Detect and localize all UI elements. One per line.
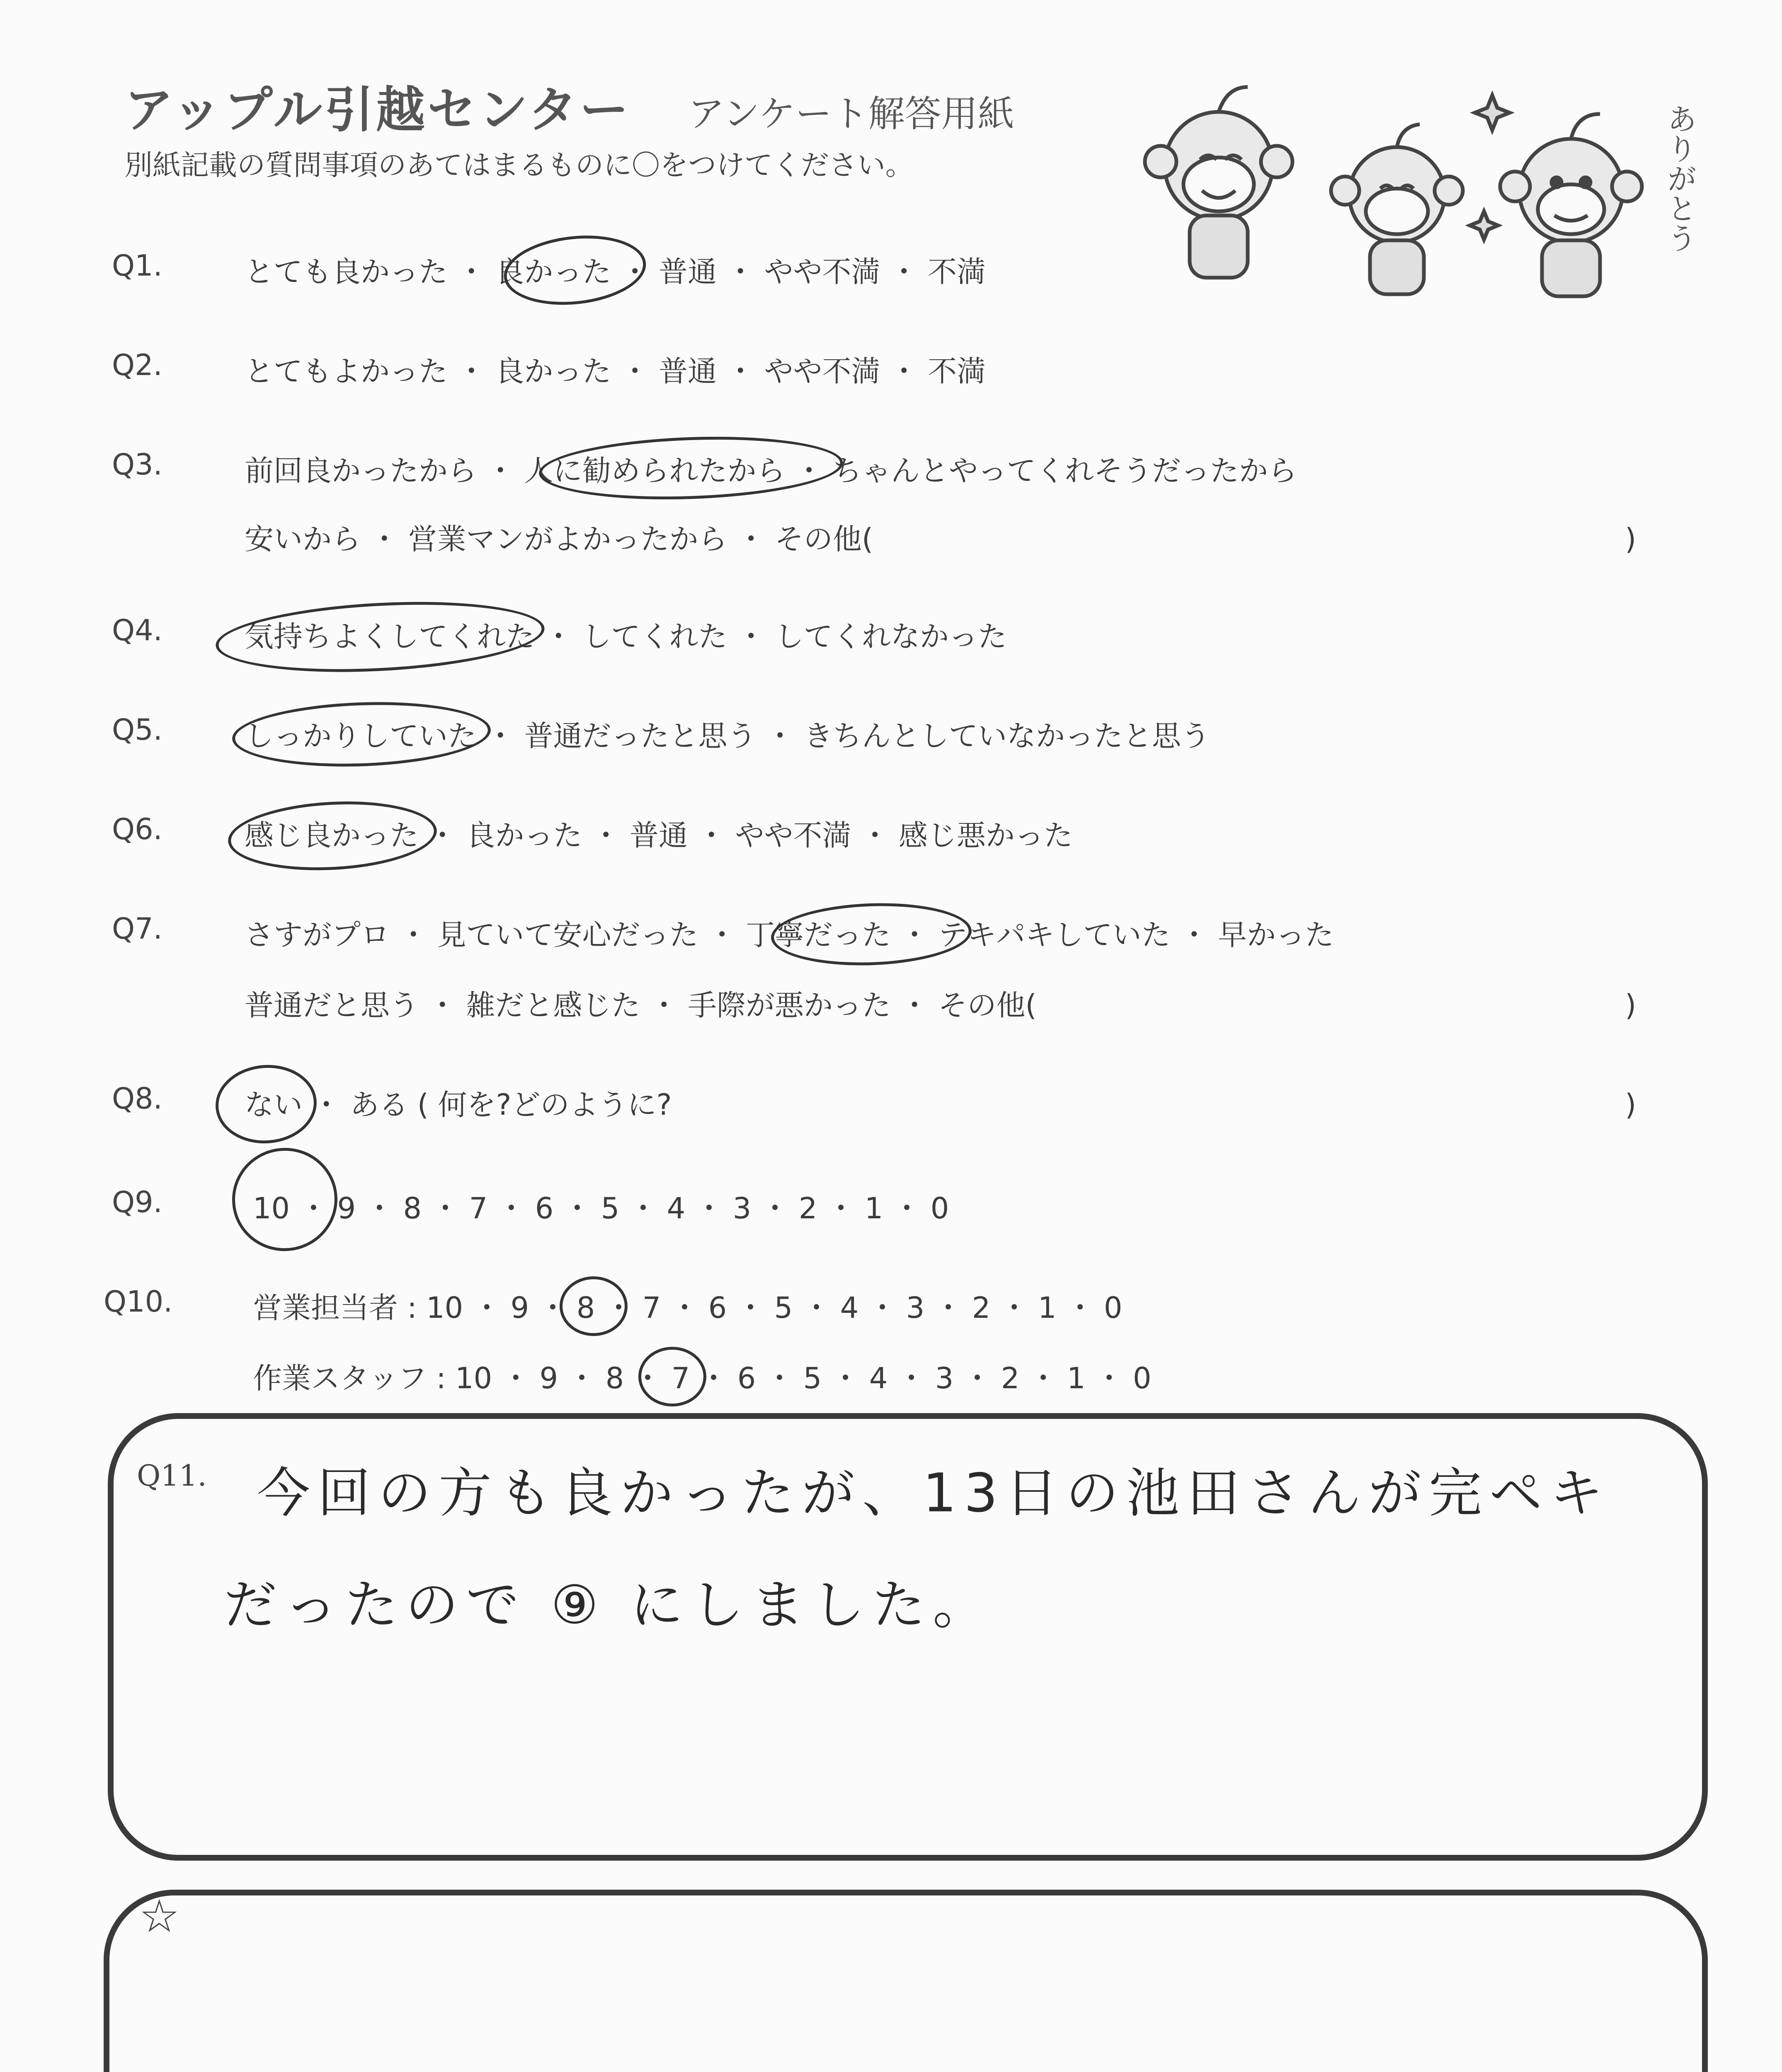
q3-options-line2: 安いから ・ 営業マンがよかったから ・ その他( <box>245 522 873 556</box>
form-title: アップル引越センター <box>124 81 631 138</box>
selection-circle-q8 <box>213 1062 320 1147</box>
selection-circle-q5 <box>231 698 492 771</box>
q1-options: とても良かった ・ 良かった ・ 普通 ・ やや不満 ・ 不満 <box>245 255 986 289</box>
q11-label: Q11. <box>137 1459 207 1493</box>
selection-circle-q10-sales <box>560 1276 628 1336</box>
thanks-text: ありがとう <box>1662 104 1697 253</box>
selection-circle-q1 <box>500 229 649 311</box>
selection-circle-q10-staff <box>638 1347 706 1406</box>
q2-label: Q2. <box>112 348 162 382</box>
q10-staff-options: 作業スタッフ : 10 ・ 9 ・ 8 ・ 7 ・ 6 ・ 5 ・ 4 ・ 3 ・ 2 ・ 1 ・ 0 <box>253 1361 1152 1395</box>
monkey-mascot-illustration <box>1127 70 1708 303</box>
selection-circle-q6 <box>226 796 439 875</box>
form-subtitle: アンケート解答用紙 <box>688 92 1014 135</box>
q5-options: しっかりしていた ・ 普通だったと思う ・ きちんとしていなかったと思う <box>245 719 1210 753</box>
q11-answer-line2: だったので ⑨ にしました。 <box>224 1574 994 1636</box>
selection-circle-q4 <box>214 594 546 679</box>
q9-label: Q9. <box>112 1185 162 1219</box>
q10-sales-options: 営業担当者 : 10 ・ 9 ・ 8 ・ 7 ・ 6 ・ 5 ・ 4 ・ 3 ・ 2 ・ 1 ・ 0 <box>253 1291 1123 1325</box>
q3-close-paren: ) <box>1625 522 1637 556</box>
q6-options: 感じ良かった ・ 良かった ・ 普通 ・ やや不満 ・ 感じ悪かった <box>245 818 1073 852</box>
q3-label: Q3. <box>112 448 162 482</box>
q4-options: 気持ちよくしてくれた ・ してくれた ・ してくれなかった <box>245 620 1007 654</box>
q7-close-paren: ) <box>1625 988 1637 1022</box>
q2-options: とてもよかった ・ 良かった ・ 普通 ・ やや不満 ・ 不満 <box>245 354 986 388</box>
q7-options-line2: 普通だと思う ・ 雑だと感じた ・ 手際が悪かった ・ その他( <box>245 988 1037 1022</box>
selection-circle-q7 <box>770 900 973 969</box>
q3-options-line1: 前回良かったから ・ 人に勧められたから ・ ちゃんとやってくれそうだったから <box>245 454 1297 488</box>
q4-label: Q4. <box>112 613 162 647</box>
form-instruction: 別紙記載の質問事項のあてはまるものに〇をつけてください。 <box>124 149 914 182</box>
star-comment-box <box>104 1890 1708 2072</box>
q7-options-line1: さすがプロ ・ 見ていて安心だった ・ 丁寧だった ・ テキパキしていた ・ 早かった <box>245 918 1334 952</box>
q1-label: Q1. <box>112 249 162 283</box>
q10-label: Q10. <box>104 1285 173 1319</box>
q7-label: Q7. <box>112 912 162 946</box>
q9-options: 10 ・ 9 ・ 8 ・ 7 ・ 6 ・ 5 ・ 4 ・ 3 ・ 2 ・ 1 ・ 0 <box>253 1191 949 1225</box>
selection-circle-q9 <box>225 1141 344 1258</box>
q8-close-paren: ) <box>1625 1088 1637 1122</box>
star-icon: ☆ <box>139 1890 180 1943</box>
q8-options: ない ・ ある ( 何を?どのように? <box>245 1088 672 1122</box>
q11-answer-line1: 今回の方も良かったが、13日の池田さんが完ペキ <box>257 1462 1610 1524</box>
q8-label: Q8. <box>112 1082 162 1116</box>
q6-label: Q6. <box>112 812 162 846</box>
q5-label: Q5. <box>112 713 162 747</box>
selection-circle-q3 <box>538 432 844 504</box>
